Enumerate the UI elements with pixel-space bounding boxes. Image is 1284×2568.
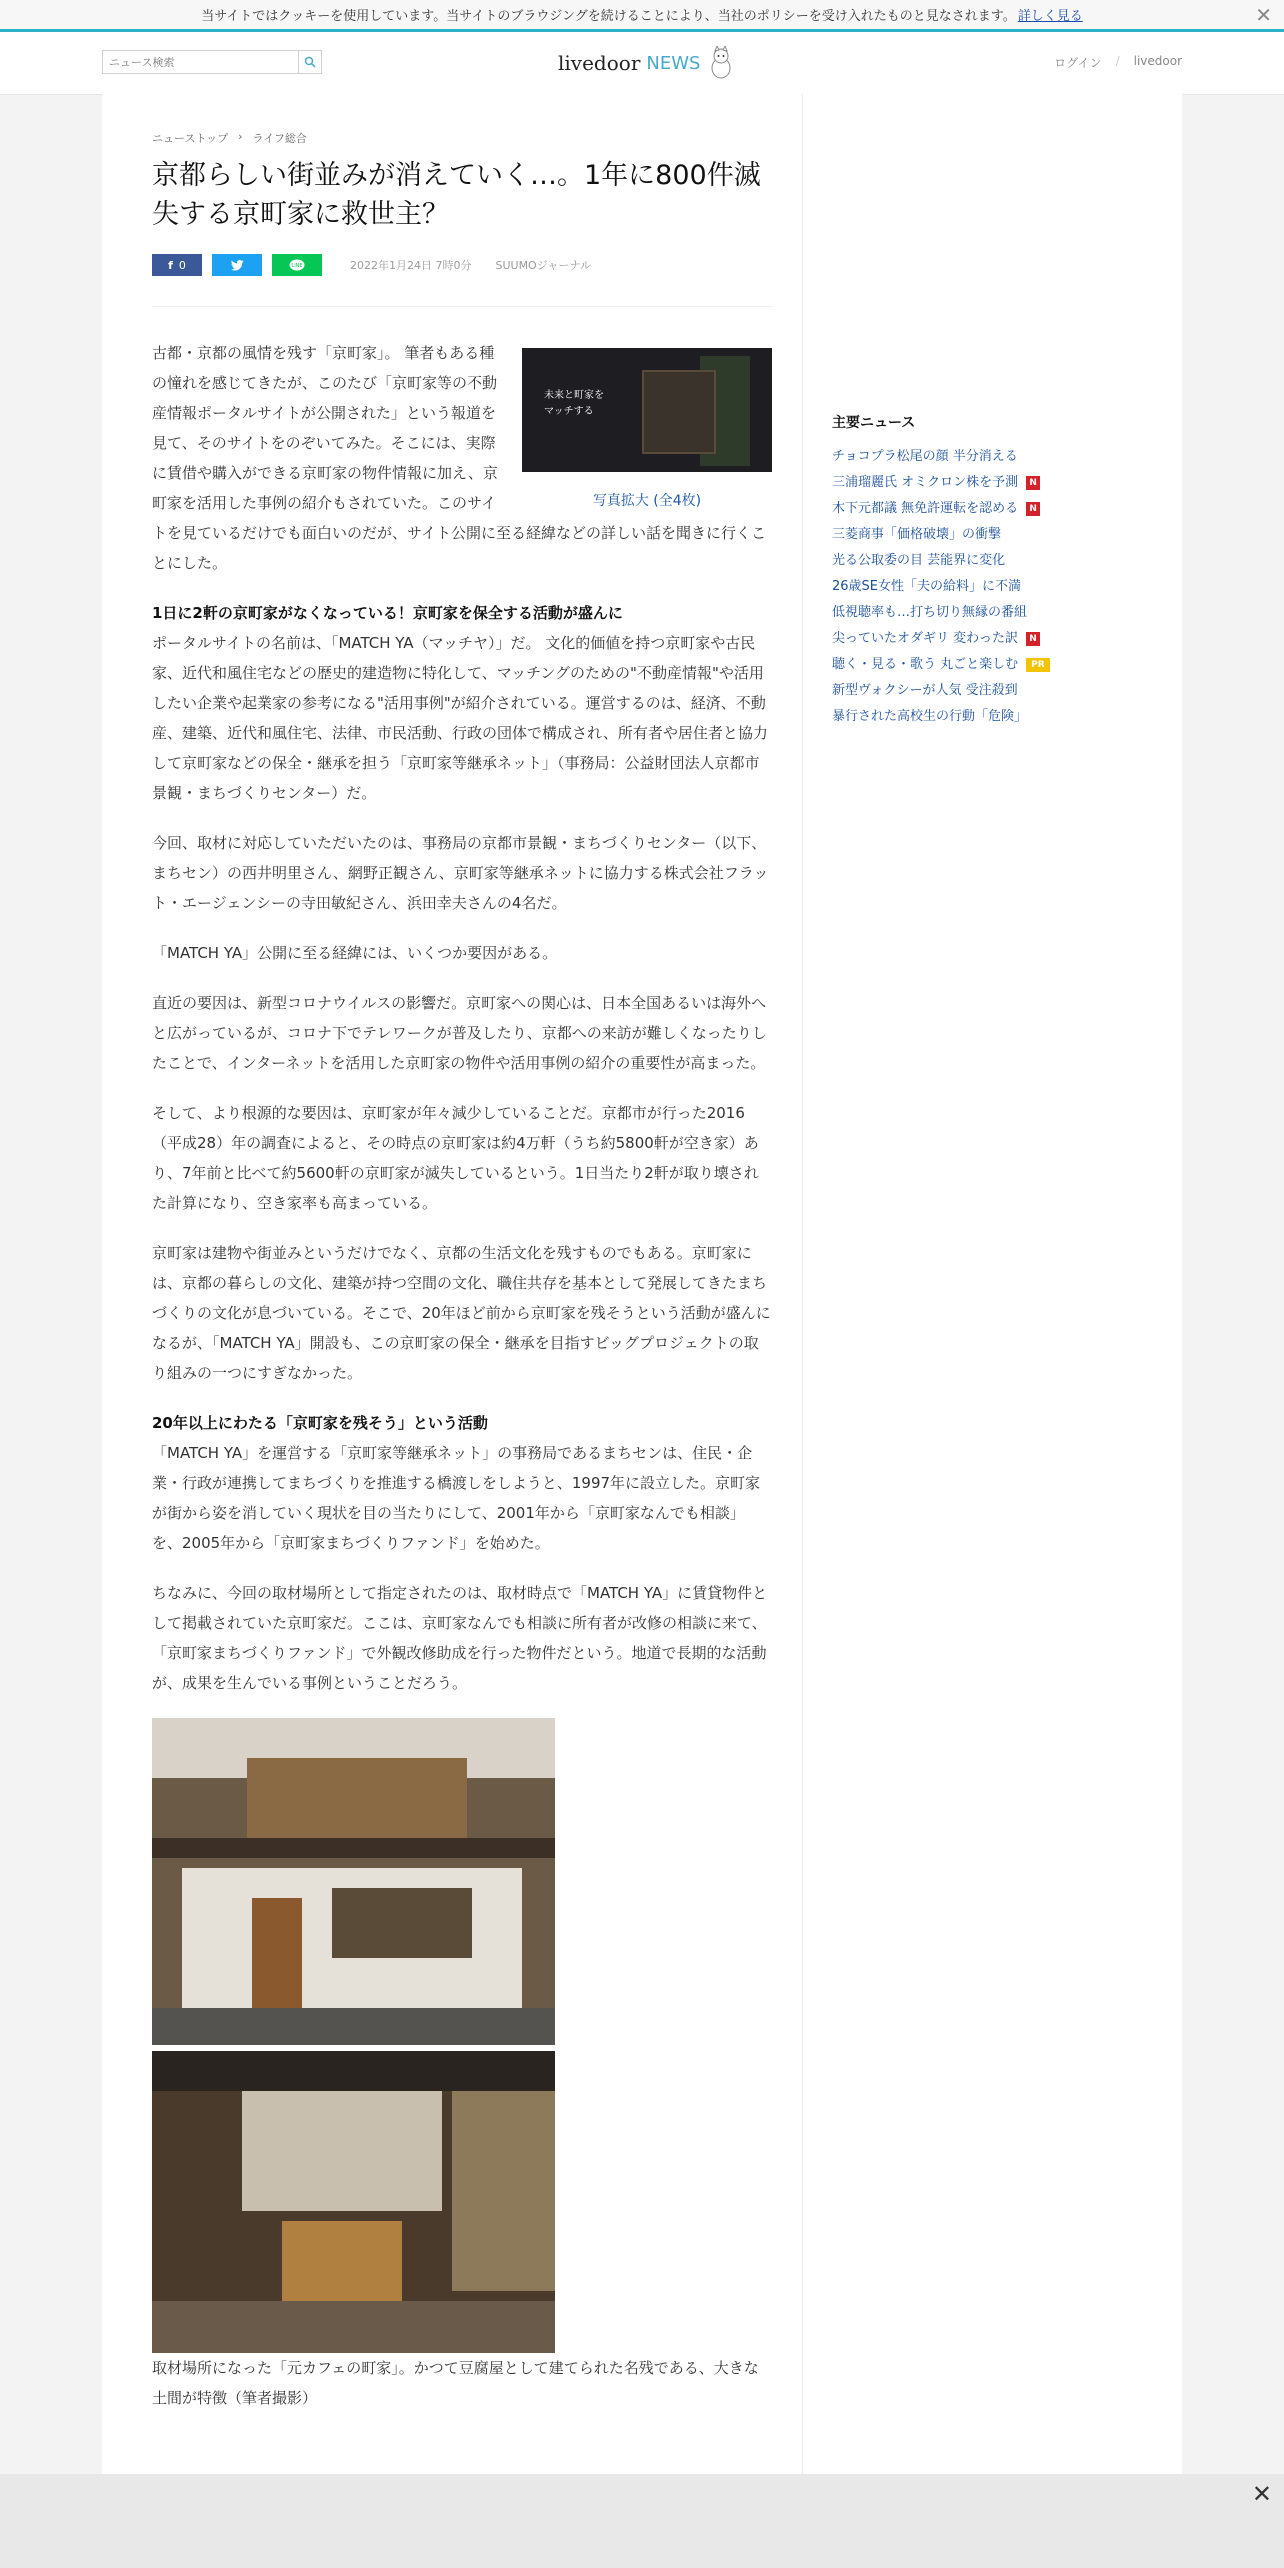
news-item[interactable]: [832, 496, 1092, 522]
chevron-right-icon: ›: [238, 130, 243, 143]
logo-livedoor: livedoor: [558, 51, 641, 75]
twitter-icon: [231, 260, 244, 271]
line-icon: [289, 259, 305, 272]
search-input[interactable]: [103, 52, 305, 74]
news-item[interactable]: [832, 522, 1092, 548]
thumbnail-door-shape: [642, 370, 716, 454]
header-divider: [152, 306, 772, 307]
logo-news: NEWS: [646, 52, 701, 74]
section-heading-2: 20年以上にわたる「京町家を残そう」という活動: [152, 1414, 488, 1432]
news-item[interactable]: [832, 574, 1092, 600]
column-divider: [802, 94, 803, 2474]
article-source[interactable]: SUUMOジャーナル: [495, 259, 591, 272]
paragraph-5: 直近の要因は、新型コロナウイルスの影響だ。京町家への関心は、日本全国あるいは海外へと広がっているが、コロナ下でテレワークが普及したり、京都への来訪が難しくなったりしたことで、インターネットを活用した京町家の物件や活用事例の紹介の重要性が高まった。: [152, 994, 767, 1072]
news-item-text: 聴く・見る・歌う 丸ごと楽しむ: [832, 657, 1019, 672]
news-item-text: 三浦瑠麗氏 オミクロン株を予測: [832, 475, 1019, 490]
breadcrumb: [152, 130, 307, 146]
thumbnail-block: [522, 348, 772, 516]
paragraph-4: 「MATCH YA」公開に至る経緯には、いくつか要因がある。: [152, 944, 558, 962]
search-form: [102, 50, 322, 74]
news-item[interactable]: [832, 704, 1092, 730]
news-item[interactable]: [832, 600, 1092, 626]
news-item-text: 木下元都議 無免許運転を認める: [832, 501, 1019, 516]
news-item-text: 光る公取委の目 芸能界に変化: [832, 553, 1006, 568]
line-share-button[interactable]: [272, 254, 322, 276]
search-icon: [304, 56, 316, 68]
machiya-exterior-photo[interactable]: [152, 1718, 555, 2045]
svg-text:LINE: LINE: [291, 262, 303, 269]
share-row: [152, 254, 591, 276]
mascot-icon: [708, 46, 734, 80]
cookie-details-link[interactable]: 詳しく見る: [1017, 9, 1083, 24]
enlarge-photo-link[interactable]: 写真拡大 (全4枚): [592, 493, 702, 509]
cookie-text: 当サイトではクッキーを使用しています。当サイトのブラウジングを続けることにより、当社のポリシーを受け入れたものと見なされます。: [201, 9, 1016, 24]
breadcrumb-item-category[interactable]: ライフ総合: [252, 132, 307, 145]
paragraph-2: ポータルサイトの名前は、「MATCH YA（マッチヤ）」だ。 文化的価値を持つ京町家や古民家、近代和風住宅などの歴史的建造物に特化して、マッチングのための"不動産情報"や活用したい企業や起業家の参考になる"活用事例"が紹介されている。運営するのは、経済、不動産、建築、近代和風住宅、法律、市民活動、行政の団体で構成され、所有者や居住者と協力して京町家などの保全・継承を担う「京町家等継承ネット」（事務局：公益財団法人京都市景観・まちづくりセンター）だ。: [152, 634, 768, 802]
photo-caption: 取材場所になった「元カフェの町家」。かつて豆腐屋として建てられた名残である、大きな土間が特徴（筆者撮影）: [152, 2359, 759, 2407]
twitter-share-button[interactable]: [212, 254, 262, 276]
paragraph-7: 京町家は建物や街並みというだけでなく、京都の生活文化を残すものでもある。京町家には、京都の暮らしの文化、建築が持つ空間の文化、職住共存を基本として発展してきたまちづくりの文化が息づいている。そこで、20年ほど前から京町家を残そうという活動が盛んになるが、「MATCH YA」開設も、この京町家の保全・継承を目指すビッグプロジェクトの取り組みの一つにすぎなかった。: [152, 1244, 771, 1382]
new-badge: N: [1026, 632, 1040, 646]
facebook-icon: f: [168, 258, 173, 272]
article-date: 2022年1月24日 7時0分: [350, 259, 472, 272]
login-link[interactable]: ログイン: [1054, 56, 1102, 70]
new-badge: N: [1026, 476, 1040, 490]
page-container: [102, 94, 1182, 2474]
news-item[interactable]: [832, 470, 1092, 496]
close-icon[interactable]: ✕: [1251, 2480, 1272, 2508]
news-item-text: 暴行された高校生の行動「危険」: [832, 709, 1028, 724]
facebook-share-button[interactable]: [152, 254, 202, 276]
article-body: [152, 338, 772, 2433]
thumbnail-text: 未来と町家を マッチする: [544, 390, 604, 417]
section-heading-1: 1日に2軒の京町家がなくなっている！京町家を保全する活動が盛んに: [152, 604, 623, 622]
news-item[interactable]: [832, 626, 1092, 652]
article-title: 京都らしい街並みが消えていく…。1年に800件滅失する京町家に救世主？: [152, 160, 761, 230]
news-item[interactable]: [832, 652, 1092, 678]
article-meta: [350, 257, 591, 273]
close-icon[interactable]: ✕: [1255, 3, 1272, 27]
livedoor-link[interactable]: livedoor: [1133, 54, 1182, 68]
facebook-share-count: 0: [178, 258, 186, 272]
header-separator: /: [1115, 54, 1120, 68]
new-badge: N: [1026, 502, 1040, 516]
cookie-banner: [0, 0, 1284, 32]
bottom-ad-banner: [0, 2474, 1284, 2568]
paragraph-9: ちなみに、今回の取材場所として指定されたのは、取材時点で「MATCH YA」に賃貸物件として掲載されていた京町家だ。ここは、京町家なんでも相談に所有者が改修の相談に来て、「京町家まちづくりファンド」で外観改修助成を行った物件だという。地道で長期的な活動が、成果を生んでいる事例ということだろう。: [152, 1584, 768, 1692]
news-item-text: 低視聴率も…打ち切り無縁の番組: [832, 605, 1028, 620]
search-button[interactable]: [298, 51, 321, 73]
news-item-text: 26歳SE女性「夫の給料」に不満: [832, 579, 1022, 594]
pr-badge: PR: [1026, 658, 1050, 672]
sidebar-title: 主要ニュース: [832, 415, 916, 431]
paragraph-8: 「MATCH YA」を運営する「京町家等継承ネット」の事務局であるまちセンは、住民・企業・行政が連携してまちづくりを推進する橋渡しをしようと、1997年に設立した。京町家が街から姿を消していく現状を目の当たりにして、2001年から「京町家なんでも相談」を、2005年から「京町家まちづくりファンド」を始めた。: [152, 1444, 761, 1552]
news-item[interactable]: [832, 678, 1092, 704]
paragraph-6: そして、より根源的な要因は、京町家が年々減少していることだ。京都市が行った2016（平成28）年の調査によると、その時点の京町家は約4万軒（うち約5800軒が空き家）あり、7年前と比べて約5600軒の京町家が滅失しているという。1日当たり2軒が取り壊された計算になり、空き家率も高まっている。: [152, 1104, 759, 1212]
news-item-text: チョコプラ松尾の顔 半分消える: [832, 449, 1018, 464]
header-links: [1054, 54, 1182, 71]
news-item[interactable]: [832, 444, 1092, 470]
site-header: [0, 32, 1284, 95]
news-item-text: 新型ヴォクシーが人気 受注殺到: [832, 683, 1018, 698]
news-item-text: 三菱商事「価格破壊」の衝撃: [832, 527, 1002, 542]
news-item-text: 尖っていたオダギリ 変わった訳: [832, 631, 1019, 646]
machiya-interior-photo[interactable]: [152, 2051, 555, 2353]
paragraph-1: 古都・京都の風情を残す「京町家」。 筆者もある種の憧れを感じてきたが、このたび「京町家等の不動産情報ポータルサイトが公開された」という報道を見て、そのサイトをのぞいてみた。そこには、実際に賃借や購入ができる京町家の物件情報に加え、京町家を活用した事例の紹介もされていた。このサイトを見ているだけでも面白いのだが、サイト公開に至る経緯などの詳しい話を聞きに行くことにした。: [152, 344, 766, 572]
sidebar-top-news: [832, 412, 1092, 730]
article-thumbnail[interactable]: [522, 348, 772, 472]
site-logo[interactable]: [558, 46, 734, 80]
paragraph-3: 今回、取材に対応していただいたのは、事務局の京都市景観・まちづくりセンター（以下、まちセン）の西井明里さん、網野正観さん、京町家等継承ネットに協力する株式会社フラット・エージェンシーの寺田敏紀さん、浜田幸夫さんの4名だ。: [152, 834, 769, 912]
breadcrumb-item-top[interactable]: ニューストップ: [152, 132, 229, 145]
news-item[interactable]: [832, 548, 1092, 574]
